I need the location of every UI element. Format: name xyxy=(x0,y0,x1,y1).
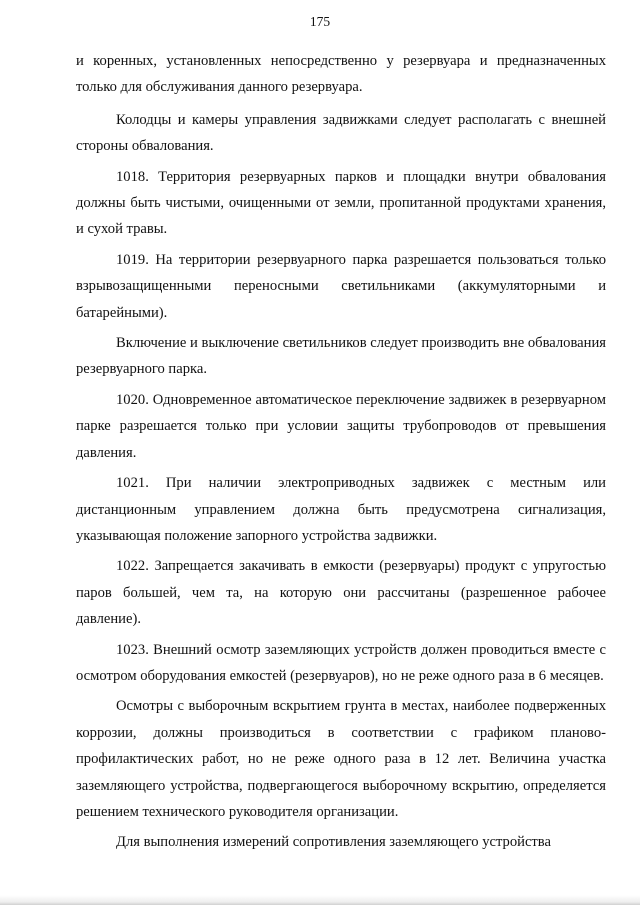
scan-bottom-edge xyxy=(0,895,640,905)
paragraph-1020: 1020. Одновременное автоматическое переключение задвижек в резервуарном парке разрешается только при условии защиты трубопроводов от превышения давления. xyxy=(76,391,606,461)
page-number: 175 xyxy=(309,14,331,29)
paragraph-1023: 1023. Внешний осмотр заземляющих устройств должен проводиться вместе с осмотром оборудования емкостей (резервуаров), но не реже одного раза в 6 месяцев. xyxy=(76,641,606,684)
paragraph-valve-wells: Колодцы и камеры управления задвижками следует располагать с внешней стороны обвалования. xyxy=(76,111,606,155)
paragraph-1018: 1018. Территория резервуарных парков и площадки внутри обвалования должны быть чистыми, очищенными от земли, пропитанной продуктами хранения, и сухой травы. xyxy=(76,168,606,238)
paragraph-measurements: Для выполнения измерений сопротивления заземляющего устройства xyxy=(116,834,551,851)
paragraph-continuation: и коренных, установленных непосредственно у резервуара и предназначенных только для обслуживания данного резервуара. xyxy=(76,53,606,96)
paragraph-1021: 1021. При наличии электроприводных задвижек с местным или дистанционным управлением должна быть предусмотрена сигнализация, указывающая положение запорного устройства задвижки. xyxy=(76,475,606,544)
paragraph-lights-switching: Включение и выключение светильников следует производить вне обвалования резервуарного парка. xyxy=(76,335,606,378)
paragraph-1022: 1022. Запрещается закачивать в емкости (резервуары) продукт с упругостью паров большей, чем та, на которую они рассчитаны (разрешенное рабочее давление). xyxy=(76,558,606,628)
document-body xyxy=(76,48,606,856)
paragraph-inspections: Осмотры с выборочным вскрытием грунта в местах, наиболее подверженных коррозии, должны производиться в соответствии с графиком планово-профилактических работ, но не реже одного раза в 12 лет. Величина участка заземляющего устройства, подвергающегося выборочному вскрытию, определяется решением технического руководителя организации. xyxy=(76,698,606,820)
paragraph-1019: 1019. На территории резервуарного парка разрешается пользоваться только взрывозащищенными переносными светильниками (аккумуляторными и батарейными). xyxy=(76,251,606,321)
